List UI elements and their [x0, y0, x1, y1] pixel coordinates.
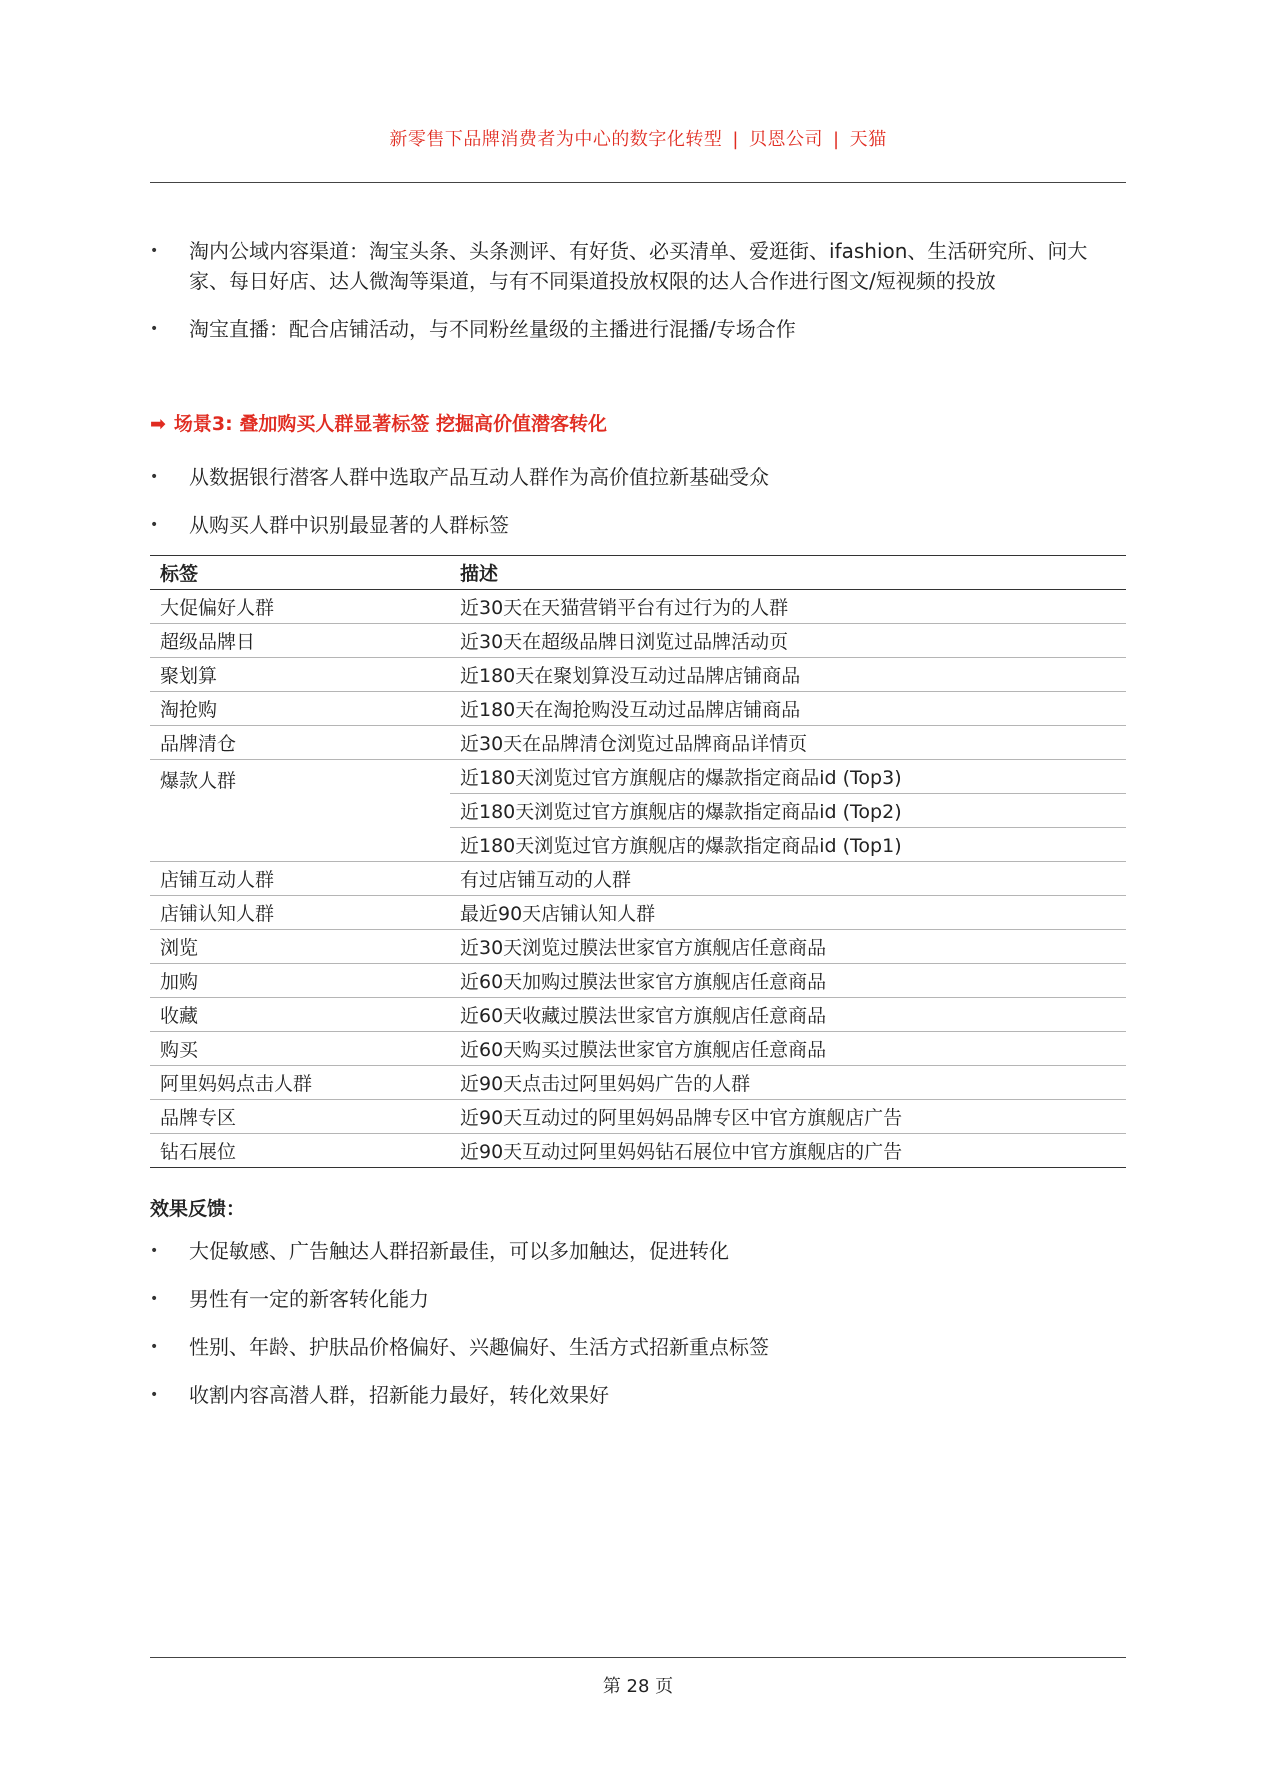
table-row	[150, 1032, 1126, 1066]
tag-cell: 品牌专区	[150, 1100, 450, 1134]
description-cell: 最近90天店铺认知人群	[450, 896, 1126, 930]
description-cell: 近180天在聚划算没互动过品牌店铺商品	[450, 658, 1126, 692]
section-heading	[150, 409, 607, 436]
description-cell: 有过店铺互动的人群	[450, 862, 1126, 896]
table-row	[150, 692, 1126, 726]
tag-cell: 收藏	[150, 998, 450, 1032]
column-header-tag: 标签	[150, 556, 450, 590]
description-cell: 近90天互动过的阿里妈妈品牌专区中官方旗舰店广告	[450, 1100, 1126, 1134]
description-cell: 近60天收藏过膜法世家官方旗舰店任意商品	[450, 998, 1126, 1032]
tag-cell: 店铺互动人群	[150, 862, 450, 896]
table-row	[150, 590, 1126, 624]
header-divider	[150, 182, 1126, 183]
table-row	[150, 658, 1126, 692]
tag-cell: 大促偏好人群	[150, 590, 450, 624]
list-item: • 男性有一定的新客转化能力	[150, 1284, 1126, 1314]
description-cell: 近30天在品牌清仓浏览过品牌商品详情页	[450, 726, 1126, 760]
description-cell: 近90天点击过阿里妈妈广告的人群	[450, 1066, 1126, 1100]
table-row	[150, 726, 1126, 760]
table-row	[150, 1134, 1126, 1168]
footer-divider	[150, 1657, 1126, 1658]
table-row	[150, 930, 1126, 964]
table-header-row	[150, 556, 1126, 590]
section-bullets	[150, 462, 1126, 558]
table-row	[150, 1066, 1126, 1100]
tag-cell: 爆款人群	[150, 760, 450, 862]
list-item: • 大促敏感、广告触达人群招新最佳，可以多加触达，促进转化	[150, 1236, 1126, 1266]
list-item: • 淘内公域内容渠道：淘宝头条、头条测评、有好货、必买清单、爱逛街、ifashion、生活研究所、问大家、每日好店、达人微淘等渠道，与有不同渠道投放权限的达人合作进行图文/短视频的投放	[150, 236, 1126, 296]
tag-cell: 浏览	[150, 930, 450, 964]
description-cell: 近30天在超级品牌日浏览过品牌活动页	[450, 624, 1126, 658]
tag-cell: 超级品牌日	[150, 624, 450, 658]
tag-cell: 淘抢购	[150, 692, 450, 726]
partner-name: 天猫	[849, 129, 887, 150]
table-row	[150, 862, 1126, 896]
list-item: • 性别、年龄、护肤品价格偏好、兴趣偏好、生活方式招新重点标签	[150, 1332, 1126, 1362]
company-name: 贝恩公司	[749, 129, 823, 150]
header-separator: |	[833, 129, 840, 150]
list-item: • 从数据银行潜客人群中选取产品互动人群作为高价值拉新基础受众	[150, 462, 1126, 492]
description-cell: 近90天互动过阿里妈妈钻石展位中官方旗舰店的广告	[450, 1134, 1126, 1168]
description-cell: 近60天购买过膜法世家官方旗舰店任意商品	[450, 1032, 1126, 1066]
table-row	[150, 1100, 1126, 1134]
tag-cell: 品牌清仓	[150, 726, 450, 760]
description-cell: 近180天在淘抢购没互动过品牌店铺商品	[450, 692, 1126, 726]
table-row	[150, 624, 1126, 658]
description-cell: 近180天浏览过官方旗舰店的爆款指定商品id (Top2)	[450, 794, 1126, 828]
tag-table	[150, 555, 1126, 1168]
description-cell: 近180天浏览过官方旗舰店的爆款指定商品id (Top3)	[450, 760, 1126, 794]
description-cell: 近30天浏览过膜法世家官方旗舰店任意商品	[450, 930, 1126, 964]
section-title: 场景3: 叠加购买人群显著标签 挖掘高价值潜客转化	[173, 413, 607, 435]
tag-cell: 店铺认知人群	[150, 896, 450, 930]
list-item: • 收割内容高潜人群，招新能力最好，转化效果好	[150, 1380, 1126, 1410]
table-row	[150, 998, 1126, 1032]
header-separator: |	[732, 129, 739, 150]
tag-cell: 阿里妈妈点击人群	[150, 1066, 450, 1100]
column-header-description: 描述	[450, 556, 1126, 590]
page-number: 第 28 页	[602, 1676, 674, 1697]
description-cell: 近180天浏览过官方旗舰店的爆款指定商品id (Top1)	[450, 828, 1126, 862]
tag-cell: 聚划算	[150, 658, 450, 692]
report-title: 新零售下品牌消费者为中心的数字化转型	[389, 129, 723, 150]
table-row	[150, 760, 1126, 794]
tag-cell: 加购	[150, 964, 450, 998]
list-item: • 从购买人群中识别最显著的人群标签	[150, 510, 1126, 540]
tag-cell: 购买	[150, 1032, 450, 1066]
table-row	[150, 964, 1126, 998]
table-row	[150, 896, 1126, 930]
arrow-right-icon: ➡	[150, 413, 166, 435]
feedback-bullets	[150, 1236, 1126, 1428]
description-cell: 近30天在天猫营销平台有过行为的人群	[450, 590, 1126, 624]
page-header	[150, 125, 1126, 151]
list-item: • 淘宝直播：配合店铺活动，与不同粉丝量级的主播进行混播/专场合作	[150, 314, 1126, 344]
description-cell: 近60天加购过膜法世家官方旗舰店任意商品	[450, 964, 1126, 998]
feedback-title: 效果反馈：	[150, 1198, 246, 1220]
tag-cell: 钻石展位	[150, 1134, 450, 1168]
intro-bullets	[150, 236, 1126, 362]
